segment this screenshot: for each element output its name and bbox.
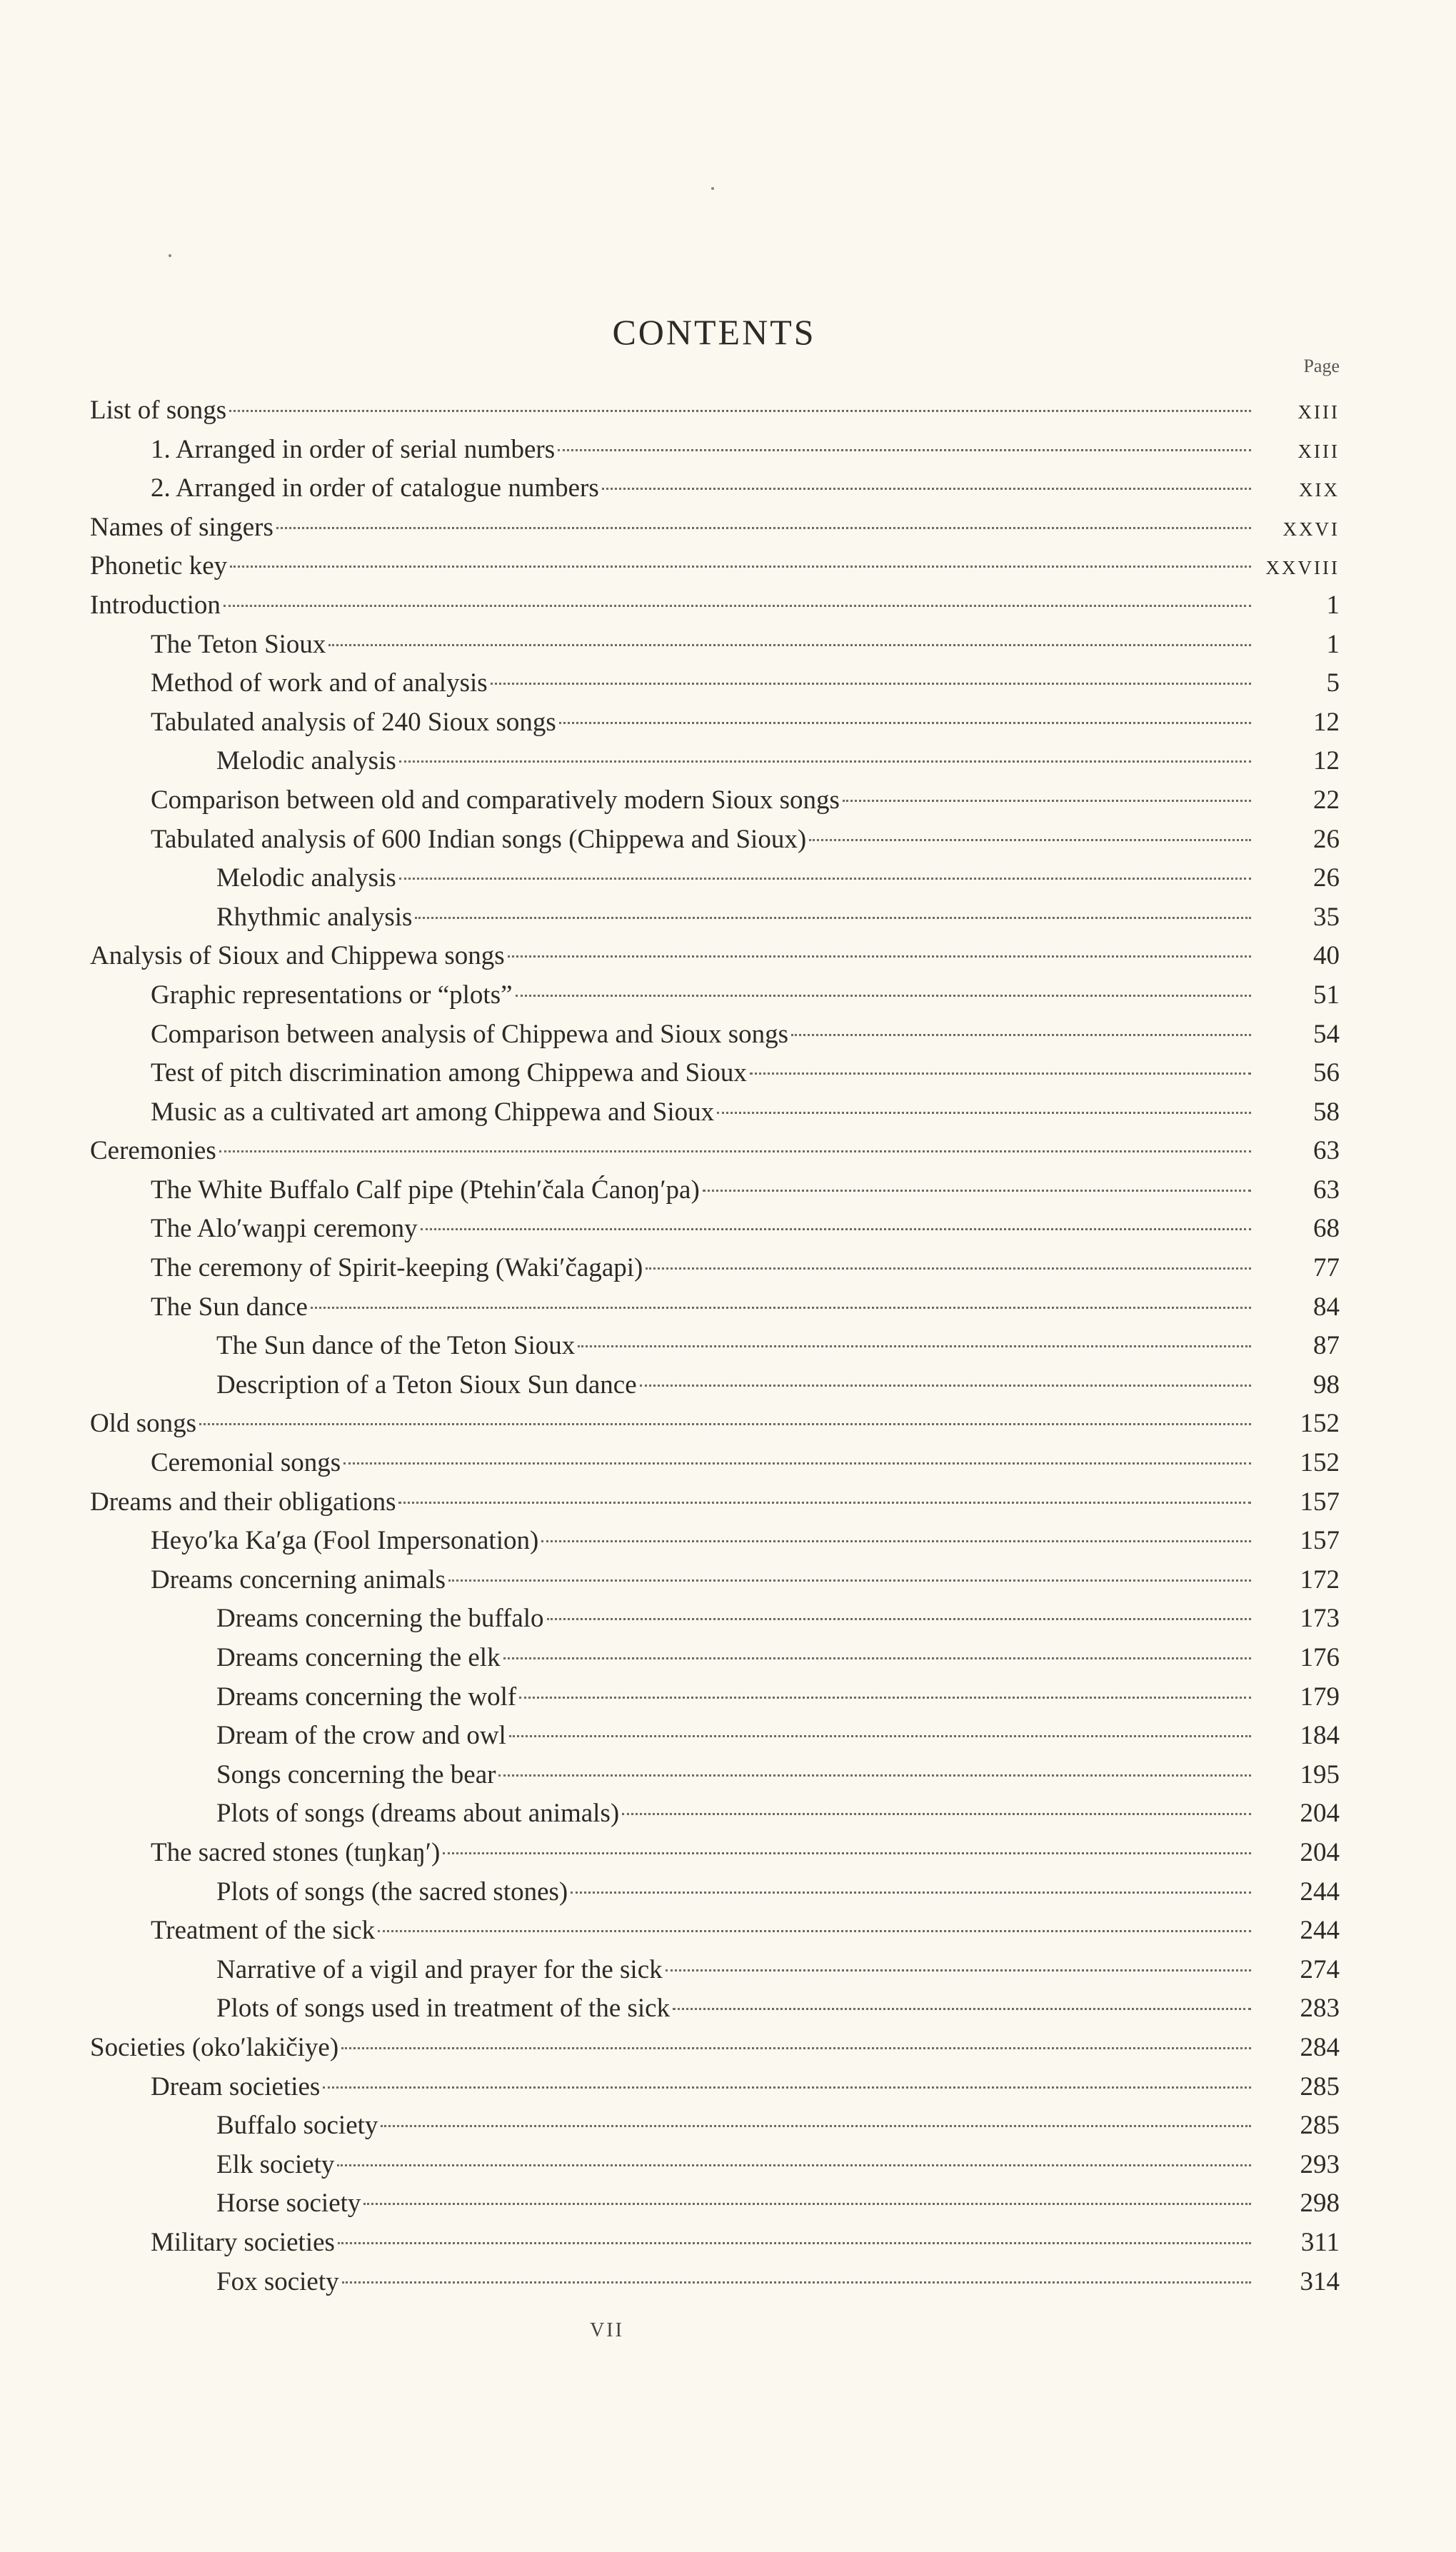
table-of-contents <box>90 391 1340 2301</box>
dot-leader <box>199 1423 1251 1425</box>
toc-entry <box>90 1912 1340 1951</box>
toc-entry-title: Method of work and of analysis <box>151 668 488 698</box>
toc-entry-page-number: 176 <box>1300 1643 1340 1672</box>
toc-entry <box>90 1132 1340 1171</box>
dot-leader <box>343 1462 1251 1465</box>
toc-entry <box>90 2184 1340 2224</box>
toc-entry-page-number: 58 <box>1313 1097 1340 1127</box>
toc-entry-page-number: 12 <box>1313 746 1340 776</box>
toc-entry <box>90 1405 1340 1444</box>
toc-entry-title: Societies (oko′lakičiye) <box>90 2032 339 2062</box>
toc-entry-title: Narrative of a vigil and prayer for the sick <box>216 1954 663 1984</box>
toc-entry-page-number: 87 <box>1313 1331 1340 1361</box>
toc-entry-title: Ceremonial songs <box>151 1448 341 1478</box>
toc-entry-page-number: 22 <box>1313 785 1340 815</box>
toc-entry-title: Treatment of the sick <box>151 1916 376 1946</box>
toc-entry-title: Melodic analysis <box>216 746 396 776</box>
toc-entry-title: Military societies <box>151 2227 335 2257</box>
toc-entry-title: Music as a cultivated art among Chippewa and Sioux <box>151 1097 715 1127</box>
toc-entry <box>90 431 1340 470</box>
dot-leader <box>646 1267 1251 1270</box>
dot-leader <box>323 2086 1251 2089</box>
toc-entry-title: Names of singers <box>90 512 273 542</box>
toc-entry <box>90 547 1340 586</box>
toc-entry-page-number: 157 <box>1300 1526 1340 1556</box>
toc-entry-page-number: 204 <box>1300 1837 1340 1867</box>
toc-entry-page-number: 179 <box>1300 1682 1340 1712</box>
dot-leader <box>491 683 1251 685</box>
dot-leader <box>571 1892 1251 1894</box>
toc-entry-page-number: XIII <box>1297 401 1340 423</box>
toc-entry-title: Dreams concerning the buffalo <box>216 1604 544 1634</box>
toc-entry-title: Ceremonies <box>90 1136 216 1166</box>
toc-entry-page-number: 35 <box>1313 902 1340 932</box>
dot-leader <box>791 1034 1251 1036</box>
page-title: CONTENTS <box>612 312 816 352</box>
toc-entry-title: The sacred stones (tuŋkaŋ′) <box>151 1837 441 1867</box>
dot-leader <box>516 995 1251 997</box>
toc-entry-title: Comparison between old and comparatively modern Sioux songs <box>151 785 840 815</box>
toc-entry-page-number: 285 <box>1300 2071 1340 2101</box>
dot-leader <box>547 1618 1251 1620</box>
dot-leader <box>666 1969 1251 1971</box>
toc-entry-page-number: 293 <box>1300 2149 1340 2179</box>
toc-entry-page-number: 84 <box>1313 1292 1340 1322</box>
toc-entry-page-number: 26 <box>1313 863 1340 893</box>
toc-entry <box>90 1989 1340 2029</box>
toc-entry <box>90 391 1340 431</box>
toc-entry-page-number: 54 <box>1313 1019 1340 1049</box>
dot-leader <box>341 2047 1251 2049</box>
toc-entry-page-number: XXVI <box>1282 518 1340 540</box>
dot-leader <box>398 1502 1251 1504</box>
dot-leader <box>443 1852 1251 1854</box>
toc-entry <box>90 1288 1340 1327</box>
toc-entry-title: The Sun dance <box>151 1292 308 1322</box>
dot-leader <box>519 1697 1251 1699</box>
toc-entry-page-number: 204 <box>1300 1799 1340 1829</box>
toc-entry-title: Comparison between analysis of Chippewa and Sioux songs <box>151 1019 789 1049</box>
toc-entry-page-number: 283 <box>1300 1994 1340 2024</box>
toc-entry-title: Dreams concerning animals <box>151 1564 446 1594</box>
toc-entry-title: Dreams concerning the elk <box>216 1643 501 1672</box>
toc-entry <box>90 1249 1340 1288</box>
toc-entry <box>90 469 1340 508</box>
dot-leader <box>229 410 1251 412</box>
dot-leader <box>337 2164 1251 2166</box>
toc-entry-title: Heyo′ka Ka′ga (Fool Impersonation) <box>151 1526 539 1556</box>
toc-entry-title: Graphic representations or “plots” <box>151 980 513 1010</box>
toc-entry-title: Test of pitch discrimination among Chippewa and Sioux <box>151 1058 747 1088</box>
dot-leader <box>673 2008 1251 2010</box>
dot-leader <box>415 917 1251 919</box>
toc-entry-title: Fox society <box>216 2266 339 2296</box>
toc-entry-page-number: 184 <box>1300 1721 1340 1751</box>
toc-entry-page-number: 68 <box>1313 1214 1340 1244</box>
toc-entry <box>90 508 1340 548</box>
dot-leader <box>703 1190 1251 1192</box>
dot-leader <box>381 2125 1251 2127</box>
toc-entry <box>90 976 1340 1015</box>
page-folio: VII <box>590 2319 624 2341</box>
toc-entry <box>90 820 1340 860</box>
toc-entry-page-number: XIII <box>1297 440 1340 462</box>
dot-leader <box>399 760 1251 763</box>
toc-entry <box>90 1873 1340 1912</box>
toc-entry <box>90 703 1340 743</box>
toc-entry <box>90 1794 1340 1834</box>
dot-leader <box>378 1930 1251 1932</box>
toc-entry-page-number: 56 <box>1313 1058 1340 1088</box>
toc-entry-page-number: 311 <box>1300 2227 1340 2257</box>
page-column-label: Page <box>1303 356 1340 376</box>
toc-entry-page-number: 274 <box>1300 1954 1340 1984</box>
dot-leader <box>342 2281 1251 2284</box>
toc-entry-title: 1. Arranged in order of serial numbers <box>151 434 556 464</box>
toc-entry <box>90 1366 1340 1405</box>
toc-entry-title: Tabulated analysis of 240 Sioux songs <box>151 707 556 737</box>
toc-entry-title: Plots of songs used in treatment of the sick <box>216 1994 671 2024</box>
toc-entry-page-number: XIX <box>1299 479 1340 501</box>
dot-leader <box>421 1228 1251 1230</box>
toc-entry <box>90 626 1340 665</box>
toc-entry <box>90 1054 1340 1093</box>
toc-entry-title: Tabulated analysis of 600 Indian songs (Chippewa and Sioux) <box>151 824 807 854</box>
toc-entry <box>90 781 1340 820</box>
toc-entry-title: The Sun dance of the Teton Sioux <box>216 1331 576 1361</box>
dot-leader <box>602 488 1251 490</box>
dot-leader <box>448 1579 1251 1582</box>
toc-entry-page-number: XXVIII <box>1265 557 1340 579</box>
dot-leader <box>276 527 1251 529</box>
dot-leader <box>559 722 1251 724</box>
toc-entry-title: The White Buffalo Calf pipe (Ptehin′čala Ćanoŋ′pa) <box>151 1175 700 1205</box>
toc-entry-page-number: 63 <box>1313 1136 1340 1166</box>
toc-entry-title: Elk society <box>216 2149 335 2179</box>
toc-entry-title: Rhythmic analysis <box>216 902 413 932</box>
dot-leader <box>230 566 1251 568</box>
toc-entry-title: List of songs <box>90 396 227 425</box>
toc-entry <box>90 1171 1340 1210</box>
toc-entry-title: Dream of the crow and owl <box>216 1721 506 1751</box>
toc-entry-title: Plots of songs (dreams about animals) <box>216 1799 620 1829</box>
dot-leader <box>311 1307 1251 1309</box>
toc-entry <box>90 898 1340 938</box>
toc-entry-page-number: 1 <box>1326 629 1340 659</box>
toc-entry-title: Plots of songs (the sacred stones) <box>216 1877 568 1907</box>
toc-entry-page-number: 284 <box>1300 2032 1340 2062</box>
toc-entry <box>90 1951 1340 1990</box>
dot-leader <box>578 1345 1251 1347</box>
toc-entry-page-number: 314 <box>1300 2266 1340 2296</box>
toc-entry-page-number: 298 <box>1300 2189 1340 2219</box>
dot-leader <box>541 1540 1251 1542</box>
toc-entry-title: Buffalo society <box>216 2111 378 2141</box>
toc-entry-page-number: 244 <box>1300 1877 1340 1907</box>
toc-entry <box>90 2068 1340 2107</box>
toc-entry <box>90 1717 1340 1756</box>
toc-entry-title: The Alo′waŋpi ceremony <box>151 1214 418 1244</box>
toc-entry-page-number: 244 <box>1300 1916 1340 1946</box>
toc-entry-page-number: 98 <box>1313 1370 1340 1400</box>
toc-entry <box>90 742 1340 781</box>
dot-leader <box>750 1072 1251 1075</box>
toc-entry-page-number: 26 <box>1313 824 1340 854</box>
toc-entry-page-number: 285 <box>1300 2111 1340 2141</box>
toc-entry <box>90 2224 1340 2263</box>
toc-entry <box>90 1522 1340 1561</box>
toc-entry-title: Dream societies <box>151 2071 321 2101</box>
dot-leader <box>338 2242 1251 2244</box>
toc-entry <box>90 2263 1340 2302</box>
toc-entry-page-number: 157 <box>1300 1487 1340 1517</box>
toc-entry <box>90 1210 1340 1249</box>
toc-entry <box>90 2146 1340 2185</box>
toc-entry-page-number: 173 <box>1300 1604 1340 1634</box>
toc-entry <box>90 2106 1340 2146</box>
toc-entry-title: Dreams concerning the wolf <box>216 1682 517 1712</box>
toc-entry <box>90 937 1340 976</box>
toc-entry-title: Introduction <box>90 590 221 620</box>
toc-entry-title: Old songs <box>90 1409 197 1439</box>
dot-leader <box>503 1657 1251 1659</box>
dot-leader <box>809 839 1251 841</box>
dot-leader <box>328 644 1251 646</box>
toc-entry <box>90 1093 1340 1132</box>
toc-entry <box>90 1639 1340 1678</box>
dot-leader <box>219 1150 1251 1152</box>
toc-entry-page-number: 12 <box>1313 707 1340 737</box>
toc-entry-title: Analysis of Sioux and Chippewa songs <box>90 941 505 971</box>
toc-entry-title: Horse society <box>216 2189 361 2219</box>
toc-entry-title: The ceremony of Spirit-keeping (Waki′čagapi) <box>151 1253 643 1283</box>
print-speck <box>711 187 714 190</box>
toc-entry-page-number: 152 <box>1300 1448 1340 1478</box>
dot-leader <box>640 1385 1251 1387</box>
toc-entry <box>90 2029 1340 2068</box>
dot-leader <box>399 878 1251 880</box>
toc-entry-title: Phonetic key <box>90 551 228 581</box>
toc-entry <box>90 1015 1340 1055</box>
dot-leader <box>622 1813 1251 1815</box>
toc-entry <box>90 1444 1340 1483</box>
toc-entry <box>90 664 1340 703</box>
toc-entry-title: Dreams and their obligations <box>90 1487 396 1517</box>
toc-entry <box>90 586 1340 626</box>
dot-leader <box>363 2203 1251 2205</box>
toc-entry-page-number: 63 <box>1313 1175 1340 1205</box>
print-speck <box>169 254 171 257</box>
toc-entry-page-number: 152 <box>1300 1409 1340 1439</box>
toc-entry-title: Songs concerning the bear <box>216 1759 496 1789</box>
toc-entry <box>90 1483 1340 1522</box>
dot-leader <box>508 955 1251 958</box>
toc-entry <box>90 1327 1340 1366</box>
toc-entry-page-number: 77 <box>1313 1253 1340 1283</box>
dot-leader <box>843 800 1251 802</box>
dot-leader <box>224 605 1251 607</box>
toc-entry-page-number: 1 <box>1326 590 1340 620</box>
toc-entry <box>90 1756 1340 1795</box>
toc-entry-page-number: 5 <box>1326 668 1340 698</box>
toc-entry-title: The Teton Sioux <box>151 629 326 659</box>
toc-entry-title: 2. Arranged in order of catalogue numbers <box>151 473 599 503</box>
dot-leader <box>509 1735 1251 1737</box>
toc-entry <box>90 1561 1340 1600</box>
toc-entry <box>90 1834 1340 1873</box>
dot-leader <box>498 1774 1251 1777</box>
toc-entry-page-number: 195 <box>1300 1759 1340 1789</box>
dot-leader <box>558 449 1251 451</box>
toc-entry-page-number: 51 <box>1313 980 1340 1010</box>
toc-entry-title: Description of a Teton Sioux Sun dance <box>216 1370 637 1400</box>
toc-entry <box>90 1678 1340 1717</box>
toc-entry-title: Melodic analysis <box>216 863 396 893</box>
toc-entry <box>90 859 1340 898</box>
dot-leader <box>717 1112 1251 1114</box>
toc-entry-page-number: 40 <box>1313 941 1340 971</box>
toc-entry <box>90 1599 1340 1639</box>
toc-entry-page-number: 172 <box>1300 1564 1340 1594</box>
